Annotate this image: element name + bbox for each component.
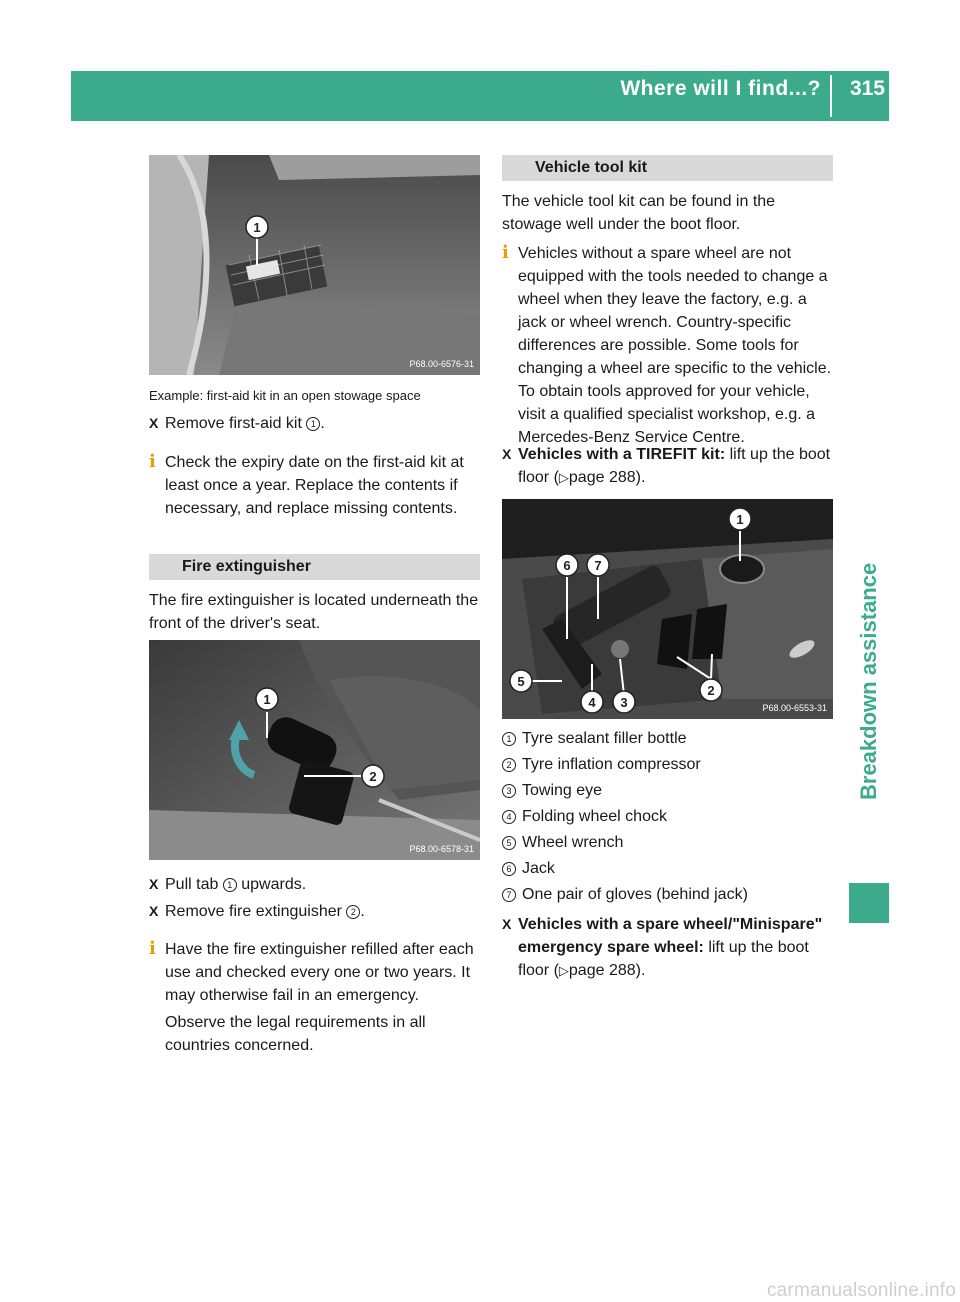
legend-item: 6 Jack	[502, 856, 833, 882]
step-marker-icon: X	[149, 903, 159, 919]
photo-vehicle-tool-kit	[502, 499, 833, 719]
step-marker-icon: X	[149, 876, 159, 892]
callout-6: 6	[563, 558, 571, 573]
section-marker	[849, 883, 889, 923]
sidebar-section-label: Breakdown assistance	[856, 562, 881, 800]
watermark: carmanualsonline.info	[766, 1280, 956, 1301]
tool-kit-legend	[502, 726, 833, 908]
legend-item: 2 Tyre inflation compressor	[502, 752, 833, 778]
callout-ref: 2	[346, 905, 360, 919]
legend-item: 7 One pair of gloves (behind jack)	[502, 882, 833, 908]
step-marker-icon: X	[502, 446, 512, 462]
callout-7: 7	[594, 558, 602, 573]
info-note-continued: Observe the legal requirements in all countries concerned.	[165, 1014, 426, 1054]
instruction-step: X Pull tab 1 upwards.	[149, 873, 480, 896]
photo-first-aid-kit	[149, 155, 480, 375]
callout-3: 3	[620, 695, 628, 710]
step-marker-icon: X	[149, 415, 159, 431]
page-reference[interactable]: page 288	[568, 962, 636, 979]
callout-4: 4	[588, 695, 596, 710]
legend-item: 3 Towing eye	[502, 778, 833, 804]
body-text: The fire extinguisher is located underneath the front of the driver's seat.	[149, 592, 479, 632]
info-note: i Have the fire extinguisher refilled after each use and checked every one or two years. It may otherwise fail in an emergency. Observe the legal requirements in all countries concerned.	[149, 938, 480, 1057]
instruction-step: X Vehicles with a TIREFIT kit: lift up the boot floor (▷page 288).	[502, 443, 833, 489]
callout-2: 2	[369, 769, 377, 784]
info-icon: i	[149, 938, 156, 959]
instruction-step: X Vehicles with a spare wheel/"Minispare" emergency spare wheel: lift up the boot floor (▷page 288).	[502, 913, 833, 982]
callout-5: 5	[517, 674, 525, 689]
section-heading: Vehicle tool kit	[502, 155, 833, 181]
info-note: i Vehicles without a spare wheel are not equipped with the tools needed to change a wheel when they leave the factory, e.g. a jack or wheel wrench. Country-specific differences are possible. Some tools for changing a wheel are specific to the vehicle. To obtain tools approved for your vehicle, visit a qualified specialist workshop, e.g. a Mercedes-Benz Service Centre.	[502, 242, 832, 446]
info-icon: i	[502, 242, 509, 263]
step-marker-icon: X	[502, 916, 512, 932]
legend-item: 1 Tyre sealant filler bottle	[502, 726, 833, 752]
page-number: 315	[849, 77, 885, 100]
callout-1: 1	[736, 512, 744, 527]
body-text: The vehicle tool kit can be found in the stowage well under the boot floor.	[502, 193, 776, 233]
instruction-step: X Remove fire extinguisher 2 .	[149, 900, 480, 923]
chapter-title: Where will I find...?	[620, 77, 821, 100]
header-separator	[830, 75, 832, 117]
page-ref-arrow-icon: ▷	[558, 470, 569, 485]
callout-1: 1	[263, 692, 271, 707]
callout-ref: 1	[306, 417, 320, 431]
callout-2: 2	[707, 683, 715, 698]
callout-ref: 1	[223, 878, 237, 892]
page-header	[71, 71, 889, 121]
instruction-step: X Remove first-aid kit 1 .	[149, 412, 480, 435]
photo-code: P68.00-6576-31	[409, 359, 474, 369]
photo-code: P68.00-6553-31	[762, 703, 827, 713]
legend-item: 4 Folding wheel chock	[502, 804, 833, 830]
page-reference[interactable]: page 288	[568, 469, 636, 486]
info-note: i Check the expiry date on the first-aid kit at least once a year. Replace the contents if necessary, and replace missing contents.	[149, 451, 464, 517]
info-icon: i	[149, 451, 156, 472]
sidebar-tab	[849, 121, 889, 811]
section-heading: Fire extinguisher	[149, 554, 480, 580]
legend-item: 5 Wheel wrench	[502, 830, 833, 856]
page-ref-arrow-icon: ▷	[558, 963, 569, 978]
photo-code: P68.00-6578-31	[409, 844, 474, 854]
callout-1: 1	[253, 220, 261, 235]
photo-caption: Example: first-aid kit in an open stowage space	[149, 388, 421, 403]
photo-fire-extinguisher	[149, 640, 480, 860]
